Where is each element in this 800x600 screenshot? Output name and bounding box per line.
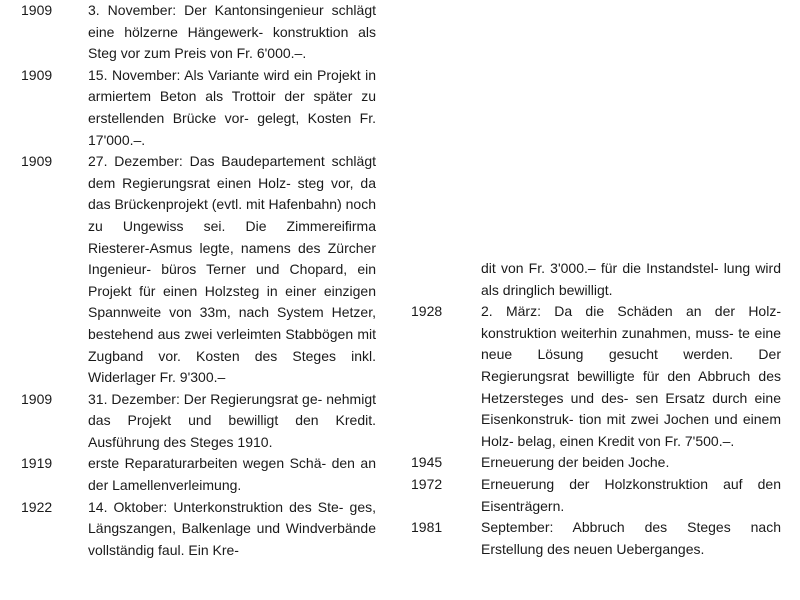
timeline-entry <box>0 389 400 454</box>
entry-text: 2. März: Da die Schäden an der Holz- konstruktion weiterhin zunahmen, muss- te eine neue Lösung gesucht werden. Der Regierungsrat bewilligte für den Abbruch des Hetzersteges und des- sen Ersatz durch eine Eisenkonstruk- tion mit zwei Jochen und einem Holz- belag, einen Kredit von Fr. 7'500.–. <box>481 303 781 449</box>
entry-text: September: Abbruch des Steges nach Erstellung des neuen Ueberganges. <box>481 519 781 557</box>
entry-year: 1922 <box>21 498 53 515</box>
entry-text: 15. November: Als Variante wird ein Projekt in armiertem Beton als Trottoir der später zu erstellenden Brücke vor- gelegt, Kosten Fr. 17'000.–. <box>88 66 376 148</box>
entry-year: 1928 <box>411 303 443 320</box>
entry-text: 14. Oktober: Unterkonstruktion des Ste- ges, Längszangen, Balkenlage und Windverbände vollständig faul. Ein Kre- <box>88 498 376 558</box>
entry-year: 1909 <box>21 153 53 170</box>
entry-text: 27. Dezember: Das Baudepartement schlägt dem Regierungsrat einen Holz- steg vor, da das Brückenprojekt (evtl. mit Hafenbahn) noch zu Ungewiss sei. Die Zimmereifirma Riesterer-Asmus legte, namens des Zürcher Ingenieur- büros Terner und Chopard, ein Projekt für einen Holzsteg in einer einzigen Spannweite von 33m, nach System Hetzer, bestehend aus zwei verleimten Stabbögen mit Zugband vor. Kosten des Steges inkl. Widerlager Fr. 9'300.– <box>88 153 376 386</box>
timeline-entry <box>0 0 400 65</box>
timeline-entry <box>400 452 800 474</box>
timeline-entry <box>400 517 800 560</box>
timeline-entry <box>400 301 800 452</box>
entry-year: 1909 <box>21 2 53 18</box>
entry-year: 1909 <box>21 66 53 83</box>
entry-text: Erneuerung der Holzkonstruktion auf den Eisenträgern. <box>481 475 781 514</box>
entry-year: 1919 <box>21 455 53 472</box>
entry-text: 31. Dezember: Der Regierungsrat ge- nehmigt das Projekt und bewilligt den Kredit. Ausführung des Steges 1910. <box>88 390 376 450</box>
timeline-entry <box>0 151 400 389</box>
left-column <box>0 0 400 561</box>
entry-text: erste Reparaturarbeiten wegen Schä- den an der Lamellenverleimung. <box>88 455 376 494</box>
entry-year: 1972 <box>411 475 443 492</box>
entry-text: Erneuerung der beiden Joche. <box>481 454 670 471</box>
entry-year: 1981 <box>411 519 443 536</box>
right-column <box>400 258 800 560</box>
entry-text: 3. November: Der Kantonsingenieur schlägt eine hölzerne Hängewerk- konstruktion als Steg vor zum Preis von Fr. 6'000.–. <box>88 2 376 62</box>
continued-text: dit von Fr. 3'000.– für die Instandstel- lung wird als dringlich bewilligt. <box>481 260 781 298</box>
timeline-entry <box>0 497 400 562</box>
timeline-entry <box>0 65 400 151</box>
timeline-entry <box>0 453 400 496</box>
entry-year: 1945 <box>411 454 443 471</box>
timeline-entry <box>400 474 800 517</box>
entry-year: 1909 <box>21 390 53 407</box>
